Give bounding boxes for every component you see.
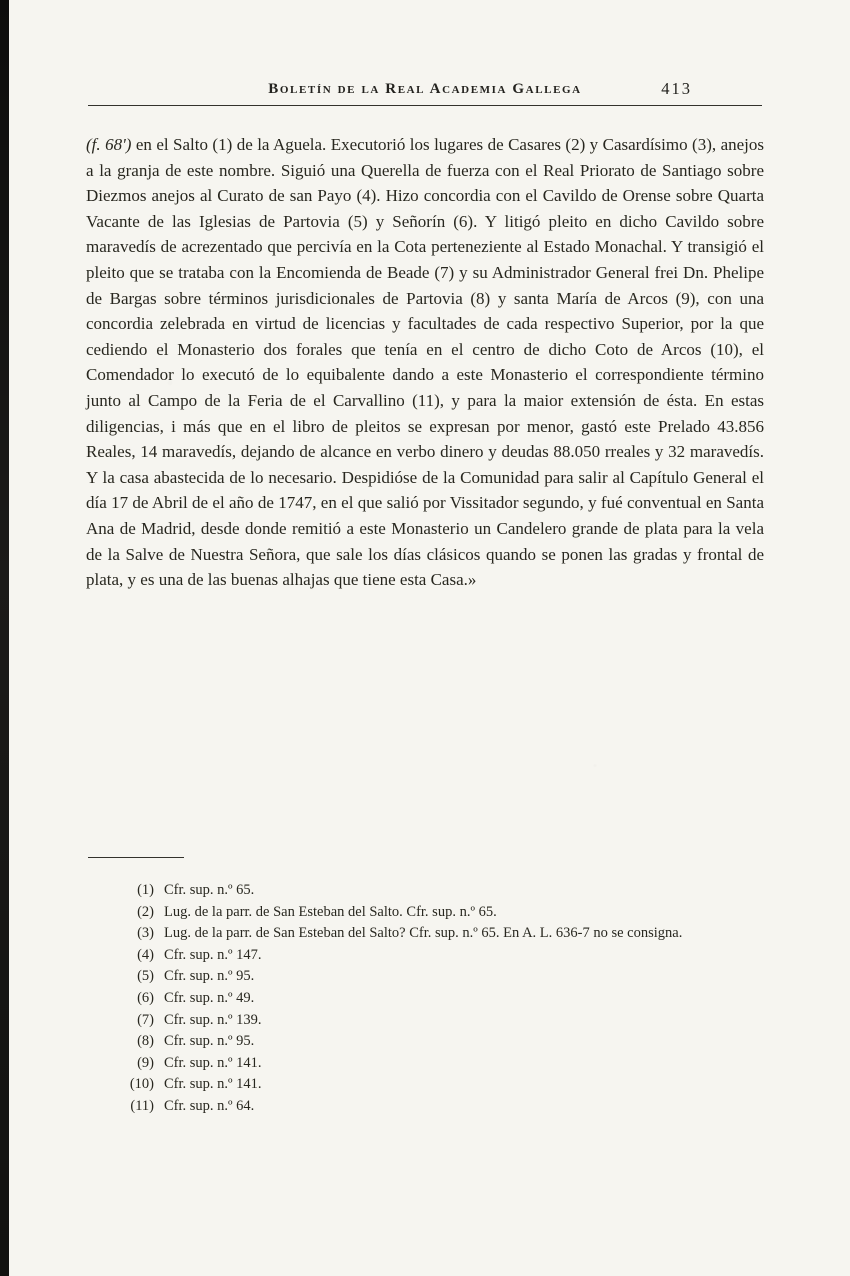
footnote-item [86,966,764,988]
footnote-text: Cfr. sup. n.º 141. [164,1076,262,1093]
body-paragraph [86,132,764,593]
footnote-item [86,1010,764,1032]
footnotes-section [86,880,764,1118]
footnote-separator-rule [88,857,184,858]
footnote-number: (9) [137,1054,154,1071]
footnote-text: Lug. de la parr. de San Esteban del Salto. Cfr. sup. n.º 65. [164,903,497,920]
footnote-number: (11) [130,1097,154,1114]
footnote-text: Cfr. sup. n.º 141. [164,1054,262,1071]
footnote-number: (4) [137,946,154,963]
footnote-item [86,902,764,924]
footnote-text: Cfr. sup. n.º 64. [164,1097,255,1114]
scan-edge-artifact [0,0,9,1276]
footnote-item [86,1074,764,1096]
footnote-number: (1) [137,882,154,898]
footnote-number: (8) [137,1033,154,1050]
footnote-number: (7) [137,1011,154,1028]
footnote-number: (5) [137,968,154,985]
footnote-text: Cfr. sup. n.º 95. [164,1033,255,1050]
paragraph-text: en el Salto (1) de la Aguela. Executorió los lugares de Casares (2) y Casardísimo (3), anejos a la granja de este nombre. Siguió una Querella de fuerza con el Real Priorato de Santiago sobre Diezmos anejos al Curato de san Payo (4). Hizo concordia con el Cavildo de Orense sobre Quarta Vacante de las Iglesias de Partovia (5) y Señorín (6). Y litigó pleito en dicho Cavildo sobre maravedís de acrezentado que percivía en la Cota perteneziente al Estado Monachal. Y transigió el pleito que se trataba con la Encomienda de Beade (7) y su Administrador General frei Dn. Phelipe de Bargas sobre términos jurisdicionales de Partovia (8) y santa María de Arcos (9), con una concordia zelebrada en virtud de licencias y facultades de cada respectivo Superior, por la que cediendo el Monasterio dos forales que tenía en el centro de dicho Coto de Arcos (10), el Comendador lo executó de lo equibalente dando a este Monasterio el correspondiente término junto al Campo de la Feria de el Carvallino (11), y para la maior extensión de ésta. En estas diligencias, i más que en el libro de pleitos se expresan por menor, gastó este Prelado 43.856 Reales, 14 maravedís, dejando de alcance en verbo dinero y deudas 88.050 rreales y 32 maravedís. Y la casa abastecida de lo necesario. Despidióse de la Comunidad para salir al Capítulo General el día 17 de Abril de el año de 1747, en el que salió por Vissitador segundo, y fué conventual en Santa Ana de Madrid, desde donde remitió a este Monasterio un Candelero grande de plata para la vela de la Salve de Nuestra Señora, que sale los días clásicos quando se ponen las gradas y frontal de plata, y es una de las buenas alhajas que tiene esta Casa.» [86,135,765,590]
footnote-item [86,880,764,902]
header-rule [88,105,762,106]
footnote-item [86,1053,764,1075]
footnote-item [86,988,764,1010]
footnote-text: Cfr. sup. n.º 49. [164,989,255,1006]
footnote-number: (6) [137,989,154,1006]
page-header [88,80,762,98]
main-text-block [86,132,764,593]
footnote-text: Lug. de la parr. de San Esteban del Salto? Cfr. sup. n.º 65. En A. L. 636-7 no se consigna. [164,925,683,942]
footnote-text: Cfr. sup. n.º 95. [164,968,255,985]
footnote-text: Cfr. sup. n.º 65. [164,882,255,898]
folio-reference: (f. 68') [86,135,132,154]
page-number: 413 [661,79,692,98]
footnote-text: Cfr. sup. n.º 147. [164,946,262,963]
footnote-number: (3) [137,925,154,942]
journal-title: Boletín de la Real Academia Gallega [268,81,582,97]
footnote-number: (10) [129,1076,154,1093]
footnote-item [86,923,764,945]
footnote-number: (2) [137,903,154,920]
footnote-text: Cfr. sup. n.º 139. [164,1011,262,1028]
footnote-item [86,945,764,967]
footnote-item [86,1096,764,1118]
footnote-item [86,1031,764,1053]
